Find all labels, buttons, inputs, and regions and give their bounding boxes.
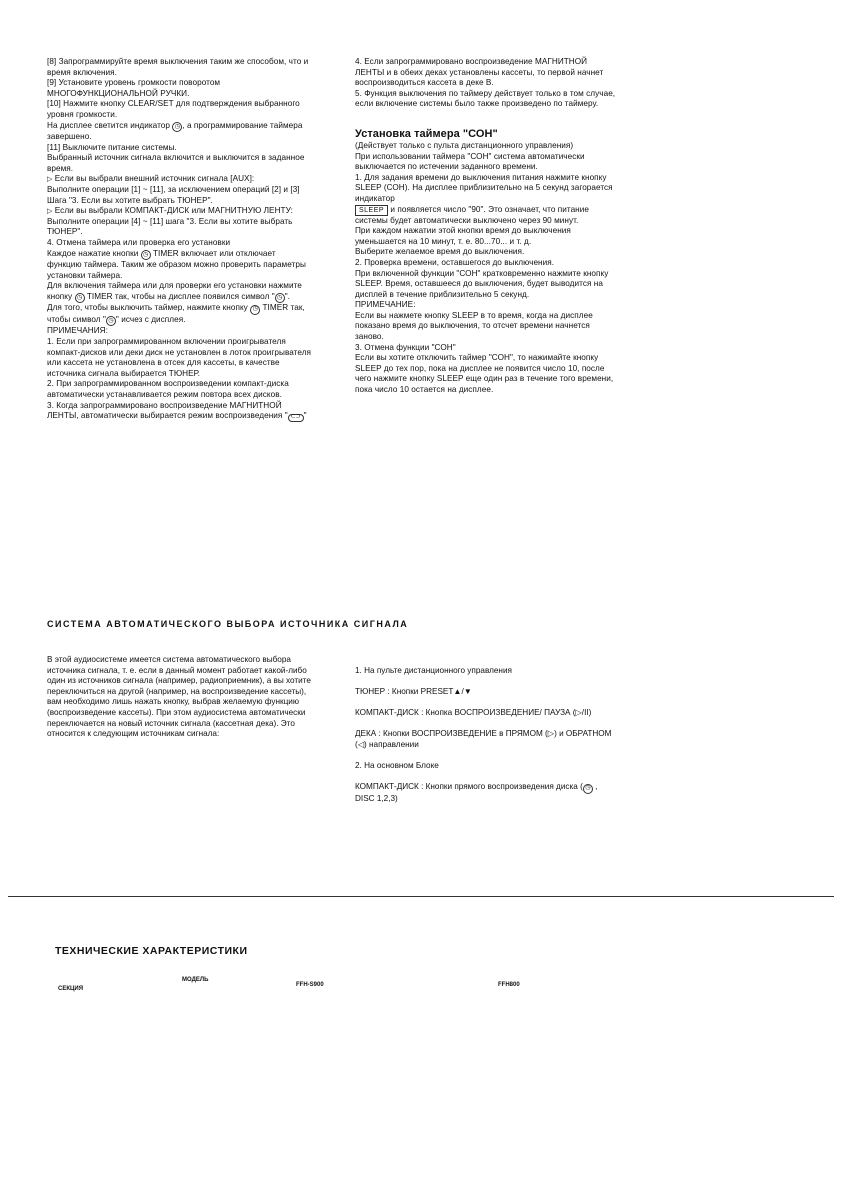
auto-source-list [355, 655, 617, 815]
sleep-description: При использовании таймера "СОН" система автоматически выключается по истечении заданного времени. [355, 151, 585, 172]
aux-heading: ▷ Если вы выбрали внешний источник сигнала [AUX]: [47, 174, 255, 184]
sleep-indicator-line: SLEEP и появляется число "90". Это означает, что питание системы будет автоматически выключено через 90 минут. [355, 204, 589, 225]
sleep-step-2: 2. Проверка времени, оставшегося до выключения. [355, 257, 555, 267]
sleep-step-3: 3. Отмена функции "СОН" [355, 342, 456, 352]
cd-tape-heading: ▷ Если вы выбрали КОМПАКТ-ДИСК или МАГНИТНУЮ ЛЕНТУ: [47, 206, 293, 216]
clock-icon: ◷ [172, 122, 182, 132]
step-8: [8] Запрограммируйте время выключения таким же способом, что и время включения. [47, 57, 309, 77]
timer-toggle-text: Каждое нажатие кнопки ◷ TIMER включает или отключает функцию таймера. Таким же образом можно проверить параметры установки таймера. [47, 248, 306, 280]
tuner-buttons: ТЮНЕР : Кнопки PRESET▲/▼ [355, 686, 472, 696]
section-divider [8, 896, 834, 897]
step-10: [10] Нажмите кнопку CLEAR/SET для подтверждения выбранного уровня громкости. [47, 99, 300, 119]
timer-disable-text: Для того, чтобы выключить таймер, нажмите кнопку ◷ TIMER так, чтобы символ " ◷ " исчез с дисплея. [47, 303, 312, 326]
cd-direct-buttons: КОМПАКТ-ДИСК : Кнопки прямого воспроизведения диска ( ◷ , DISC 1,2,3) [355, 782, 598, 803]
clock-icon: ◷ [250, 305, 260, 315]
sleep-decrement: При каждом нажатии этой кнопки время до выключения уменьшается на 10 минут, т. е. 80...70... и т. д. [355, 226, 571, 246]
cd-buttons: КОМПАКТ-ДИСК : Кнопка ВОСПРОИЗВЕДЕНИЕ/ ПАУЗА (▷/II) [355, 707, 592, 717]
timer-enable-text: Для включения таймера или для проверки его установки нажмите кнопку ◷ TIMER так, чтобы на дисплее появился символ " ◷ ". [47, 281, 312, 303]
note-1: 1. Если при запрограммированном включении проигрывателя компакт-дисков или деки диск не установлен в лоток проигрывателя или кассета не установлена в отсек для кассеты, в качестве источника сигнала выбирается ТЮНЕР. [47, 336, 312, 378]
clock-icon: ◷ [141, 250, 151, 260]
clock-icon: ◷ [106, 316, 116, 326]
timer-indicator-line: На дисплее светится индикатор ◷ , а программирование таймера завершено. [47, 120, 303, 142]
note-3: 3. Когда запрограммировано воспроизведение МАГНИТНОЙ ЛЕНТЫ, автоматически выбирается режим воспроизведения " ⊂⊃ " [47, 400, 307, 421]
note-2: 2. При запрограммированном воспроизведении компакт-диска автоматически устанавливается режим повтора всех дисков. [47, 379, 289, 399]
model-label: МОДЕЛЬ [182, 977, 209, 983]
clock-icon: ◷ [75, 293, 85, 303]
model-1: FFH-S900 [296, 982, 324, 988]
sleep-note: Если вы нажмете кнопку SLEEP в то время, когда на дисплее показано время до выключения, то отсчет времени начнется заново. [355, 310, 593, 342]
step-11: [11] Выключите питание системы. [47, 142, 177, 152]
remote-heading: 1. На пульте дистанционного управления [355, 665, 512, 675]
sleep-timer-title: Установка таймера "СОН" [355, 127, 498, 140]
step-9: [9] Установите уровень громкости поворотом МНОГОФУНКЦИОНАЛЬНОЙ РУЧКИ. [47, 78, 221, 98]
right-column [355, 57, 617, 396]
main-unit-heading: 2. На основном Блоке [355, 760, 439, 770]
disc-icon: ◷ [583, 784, 593, 794]
step-11-result: Выбранный источник сигнала включится и выключится в заданное время. [47, 153, 305, 173]
note-5: 5. Функция выключения по таймеру действует только в том случае, если включение системы было также произведено по таймеру. [355, 88, 616, 109]
auto-source-description: В этой аудиосистеме имеется система автоматического выбора источника сигнала, т. е. если в данный момент работает какой-либо один из источников сигнала (например, радиоприемник), а вы хотите переключиться на другой (например, на воспроизведение кассеты), вам необходимо лишь нажать кнопку, выбрав желаемую функцию (воспроизведение кассеты). При этом аудиосистема автоматически переключается на новый источник сигнала (кассетная дека). Это относится к следующим источникам сигнала: [47, 655, 311, 739]
sleep-step-1: 1. Для задания времени до выключения питания нажмите кнопку SLEEP (СОН). На дисплее приблизительно на 5 секунд загорается индикатор [355, 172, 613, 203]
sleep-step-2-text: При включенной функции "СОН" кратковременно нажмите кнопку SLEEP. Время, оставшееся до выключения, будет выводится на дисплей в течение приблизительно 5 секунд. [355, 268, 609, 299]
cd-tape-instruction: Выполните операции [4] ~ [11] шага "3. Если вы хотите выбрать ТЮНЕР". [47, 216, 293, 237]
aux-instruction: Выполните операции [1] ~ [11], за исключением операций [2] и [3] Шага "3. Если вы хотите выбрать ТЮНЕР". [47, 185, 300, 205]
sleep-indicator-icon: SLEEP [355, 205, 388, 216]
notes-heading: ПРИМЕЧАНИЯ: [47, 326, 108, 336]
sleep-remote-only: (Действует только с пульта дистанционного управления) [355, 140, 574, 150]
clock-icon: ◷ [275, 293, 285, 303]
left-column [47, 57, 312, 422]
sleep-choose: Выберите желаемое время до выключения. [355, 247, 525, 257]
sleep-step-3-text: Если вы хотите отключить таймер "СОН", то нажимайте кнопку SLEEP до тех пор, пока на дисплее не появится число 10, после чего нажмите кнопку SLEEP еще один раз в течение того времени, пока число 10 остается на дисплее. [355, 353, 614, 395]
sleep-note-heading: ПРИМЕЧАНИЕ: [355, 300, 416, 310]
note-4: 4. Если запрограммировано воспроизведение МАГНИТНОЙ ЛЕНТЫ и в обеих деках установлены кассеты, то первой начнет воспроизводиться кассета в деке В. [355, 57, 604, 88]
deck-buttons: ДЕКА : Кнопки ВОСПРОИЗВЕДЕНИЕ в ПРЯМОМ (▷) и ОБРАТНОМ (◁) направлении [355, 729, 612, 749]
step-4-heading: 4. Отмена таймера или проверка его установки [47, 238, 231, 247]
arrow-icon: ▷ [47, 208, 53, 216]
section-label: СЕКЦИЯ [58, 986, 84, 992]
arrow-icon: ▷ [47, 176, 53, 184]
specs-title: ТЕХНИЧЕСКИЕ ХАРАКТЕРИСТИКИ [55, 945, 248, 957]
auto-source-title: СИСТЕМА АВТОМАТИЧЕСКОГО ВЫБОРА ИСТОЧНИКА СИГНАЛА [47, 619, 409, 629]
model-2: FFH800 [498, 982, 520, 988]
tape-mode-icon: ⊂⊃ [288, 414, 304, 422]
